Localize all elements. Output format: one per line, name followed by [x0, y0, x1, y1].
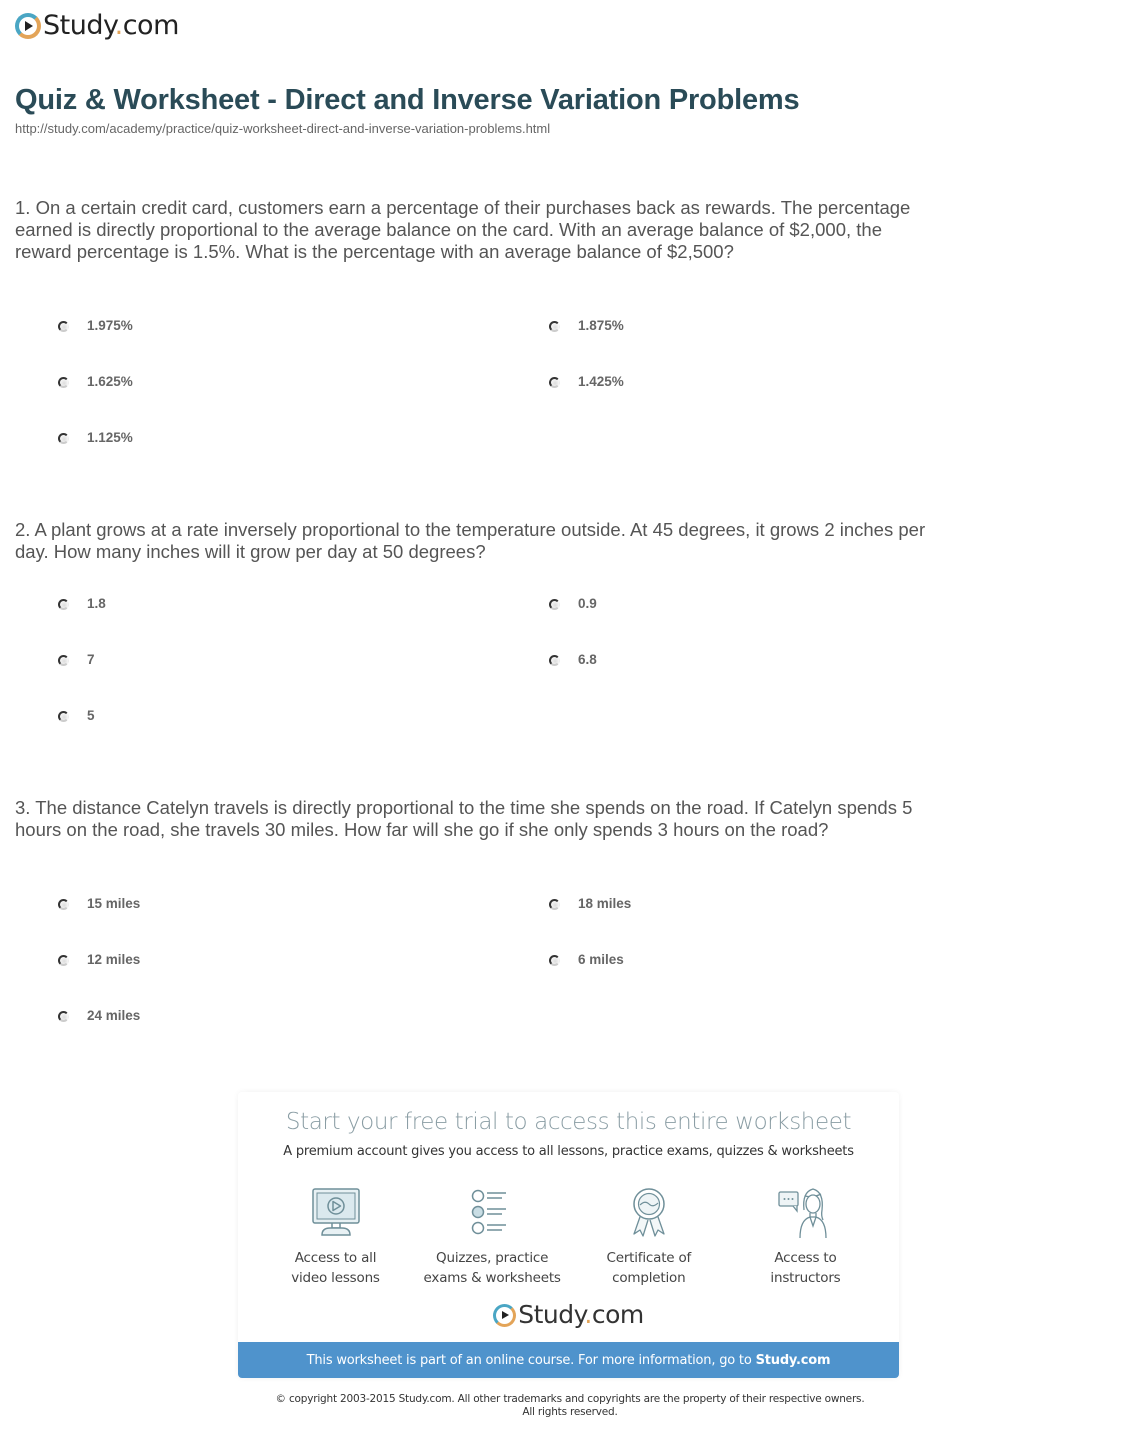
page-url[interactable]: http://study.com/academy/practice/quiz-worksheet-direct-and-inverse-variation-problems.html: [15, 121, 551, 136]
question-1: 1. On a certain credit card, customers earn a percentage of their purchases back as rewards. The percentage earned is directly proportional to the average balance on the card. With an average balance of $2,000, the reward percentage is 1.5%. What is the percentage with an average balance of $2,500?: [15, 197, 911, 262]
feature-label: completion: [612, 1270, 686, 1286]
answer-option[interactable]: [58, 315, 133, 335]
answer-label: 1.625%: [87, 373, 133, 389]
copyright-footer: [0, 1393, 1140, 1419]
radio-button-icon[interactable]: [58, 433, 69, 444]
promo-subtitle: A premium account gives you access to all lessons, practice exams, quizzes & worksheets: [283, 1144, 854, 1159]
answer-label: 0.9: [578, 595, 597, 611]
question-3: 3. The distance Catelyn travels is directly proportional to the time she spends on the road. If Catelyn spends 5 hours on the road, she travels 30 miles. How far will she go if she only spends 3 hours on the road?: [15, 797, 913, 840]
feature-label: exams & worksheets: [423, 1270, 561, 1286]
feature-label: video lessons: [291, 1270, 380, 1286]
answer-option[interactable]: [58, 593, 106, 613]
answer-option[interactable]: [549, 893, 631, 913]
answer-label: 1.425%: [578, 373, 624, 389]
answer-label: 6.8: [578, 651, 597, 667]
radio-button-icon[interactable]: [58, 377, 69, 388]
quiz-list-icon: [464, 1184, 520, 1240]
answer-label: 24 miles: [87, 1007, 141, 1023]
promo-title: Start your free trial to access this entire worksheet: [285, 1109, 852, 1135]
certificate-ribbon-icon: [621, 1184, 677, 1240]
course-info-banner[interactable]: [238, 1342, 899, 1378]
feature-label: instructors: [770, 1270, 841, 1286]
feature-certificate: [571, 1184, 726, 1288]
study-logo[interactable]: [15, 8, 179, 42]
answer-option[interactable]: [549, 649, 597, 669]
answer-label: 1.8: [87, 595, 106, 611]
answer-label: 18 miles: [578, 895, 632, 911]
answer-label: 15 miles: [87, 895, 141, 911]
answer-option[interactable]: [58, 371, 133, 391]
question-2: 2. A plant grows at a rate inversely proportional to the temperature outside. At 45 degrees, it grows 2 inches per day. How many inches will it grow per day at 50 degrees?: [15, 519, 926, 562]
video-monitor-icon: [308, 1184, 364, 1240]
radio-button-icon[interactable]: [58, 711, 69, 722]
radio-button-icon[interactable]: [549, 955, 560, 966]
answer-option[interactable]: [58, 705, 95, 725]
radio-button-icon[interactable]: [58, 599, 69, 610]
play-logo-icon: [15, 13, 41, 39]
answer-label: 7: [87, 651, 95, 667]
radio-button-icon[interactable]: [549, 899, 560, 910]
feature-list: [258, 1184, 883, 1288]
answer-option[interactable]: [58, 893, 140, 913]
feature-label: Access to: [774, 1250, 837, 1266]
radio-button-icon[interactable]: [58, 955, 69, 966]
answer-label: 6 miles: [578, 951, 624, 967]
radio-button-icon[interactable]: [549, 599, 560, 610]
feature-label: Access to all: [294, 1250, 377, 1266]
radio-button-icon[interactable]: [58, 899, 69, 910]
feature-quizzes: [415, 1184, 570, 1288]
free-trial-promo: [238, 1092, 899, 1378]
radio-button-icon[interactable]: [549, 377, 560, 388]
radio-button-icon[interactable]: [58, 655, 69, 666]
answer-label: 12 miles: [87, 951, 141, 967]
play-logo-icon: [493, 1304, 516, 1327]
banner-text: This worksheet is part of an online course. For more information, go to: [306, 1352, 752, 1368]
logo-wordmark: Study.com: [43, 9, 179, 41]
copyright-line: © copyright 2003-2015 Study.com. All other trademarks and copyrights are the property of their respective owners.: [275, 1393, 865, 1405]
banner-study-link[interactable]: Study.com: [755, 1352, 831, 1368]
feature-label: Certificate of: [606, 1250, 692, 1266]
radio-button-icon[interactable]: [58, 321, 69, 332]
instructor-chat-icon: [777, 1184, 833, 1240]
feature-video-lessons: [258, 1184, 413, 1288]
answer-option[interactable]: [58, 949, 140, 969]
feature-label: Quizzes, practice: [436, 1250, 549, 1266]
answer-option[interactable]: [58, 1005, 140, 1025]
logo-wordmark: Study.com: [518, 1300, 644, 1329]
answer-option[interactable]: [58, 649, 95, 669]
answer-label: 5: [87, 707, 95, 723]
answer-option[interactable]: [549, 949, 624, 969]
answer-option[interactable]: [58, 427, 133, 447]
promo-study-logo[interactable]: [238, 1302, 899, 1327]
rights-reserved-line: All rights reserved.: [522, 1406, 618, 1418]
answer-label: 1.875%: [578, 317, 624, 333]
feature-instructors: [728, 1184, 883, 1288]
radio-button-icon[interactable]: [58, 1011, 69, 1022]
page-title: Quiz & Worksheet - Direct and Inverse Variation Problems: [15, 84, 800, 116]
radio-button-icon[interactable]: [549, 655, 560, 666]
radio-button-icon[interactable]: [549, 321, 560, 332]
answer-option[interactable]: [549, 315, 624, 335]
answer-option[interactable]: [549, 593, 597, 613]
answer-label: 1.975%: [87, 317, 133, 333]
answer-label: 1.125%: [87, 429, 133, 445]
answer-option[interactable]: [549, 371, 624, 391]
